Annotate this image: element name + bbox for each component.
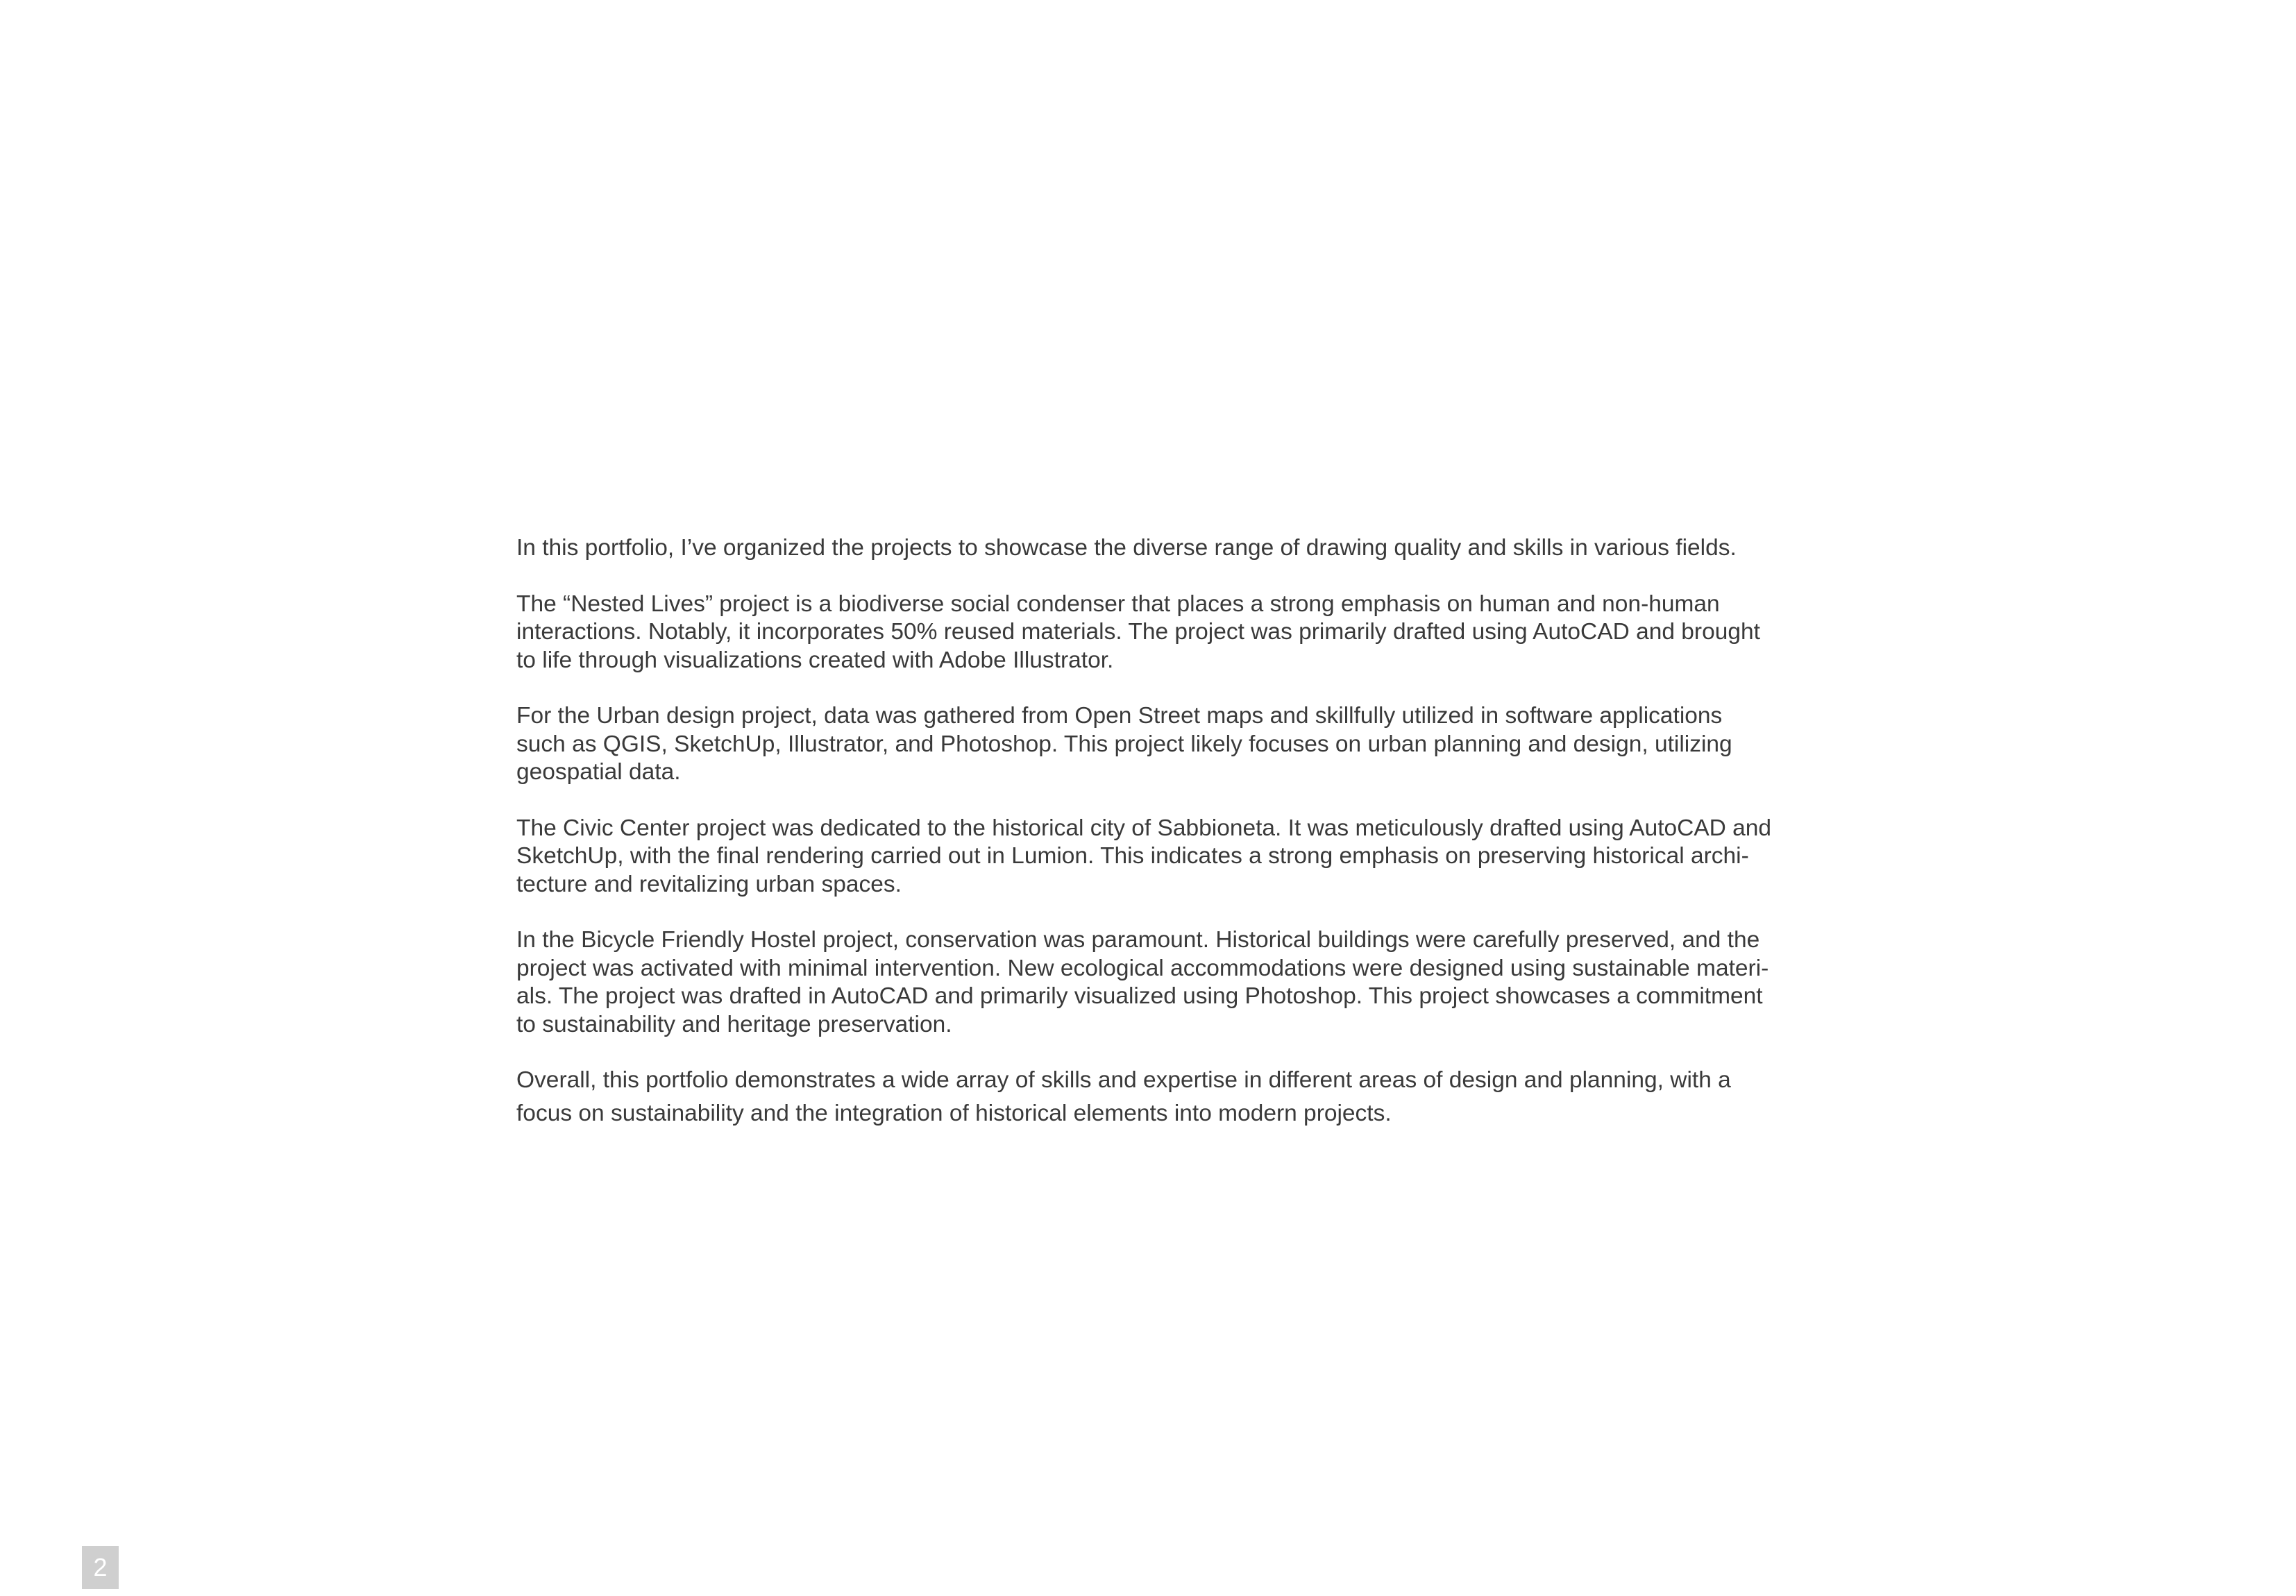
- paragraph-urban-design: [516, 702, 1814, 787]
- text-line: SketchUp, with the final rendering carried out in Lumion. This indicates a strong emphasis on preserving historical archi-: [516, 843, 1749, 869]
- text-line: For the Urban design project, data was gathered from Open Street maps and skillfully utilized in software applications: [516, 703, 1723, 729]
- paragraph-intro: [516, 534, 1814, 563]
- paragraph-civic-center: [516, 815, 1814, 899]
- text-line: als. The project was drafted in AutoCAD and primarily visualized using Photoshop. This project showcases a commitment: [516, 983, 1763, 1009]
- text-line: In the Bicycle Friendly Hostel project, conservation was paramount. Historical buildings were carefully preserved, and the: [516, 927, 1760, 953]
- paragraph-nested-lives: [516, 591, 1814, 675]
- text-line: project was activated with minimal intervention. New ecological accommodations were designed using sustainable materi-: [516, 955, 1769, 981]
- text-line: to life through visualizations created with Adobe Illustrator.: [516, 647, 1114, 673]
- body-text: [516, 534, 1814, 1155]
- text-line: to sustainability and heritage preservation.: [516, 1011, 952, 1037]
- text-line: geospatial data.: [516, 759, 681, 785]
- text-line: interactions. Notably, it incorporates 50% reused materials. The project was primarily drafted using AutoCAD and brought: [516, 619, 1760, 645]
- text-line: Overall, this portfolio demonstrates a wide array of skills and expertise in different areas of design and planning, with a: [516, 1067, 1731, 1093]
- page-number: 2: [82, 1546, 119, 1589]
- text-line: focus on sustainability and the integration of historical elements into modern projects.: [516, 1100, 1392, 1126]
- text-line: The “Nested Lives” project is a biodiverse social condenser that places a strong emphasis on human and non-human: [516, 591, 1720, 617]
- text-line: In this portfolio, I’ve organized the projects to showcase the diverse range of drawing quality and skills in various fields.: [516, 535, 1737, 561]
- text-line: The Civic Center project was dedicated to the historical city of Sabbioneta. It was meticulously drafted using AutoCAD and: [516, 815, 1772, 841]
- text-line: tecture and revitalizing urban spaces.: [516, 871, 902, 897]
- paragraph-overall: [516, 1067, 1814, 1128]
- text-line: such as QGIS, SketchUp, Illustrator, and Photoshop. This project likely focuses on urban planning and design, utilizing: [516, 731, 1732, 757]
- paragraph-bicycle-hostel: [516, 926, 1814, 1039]
